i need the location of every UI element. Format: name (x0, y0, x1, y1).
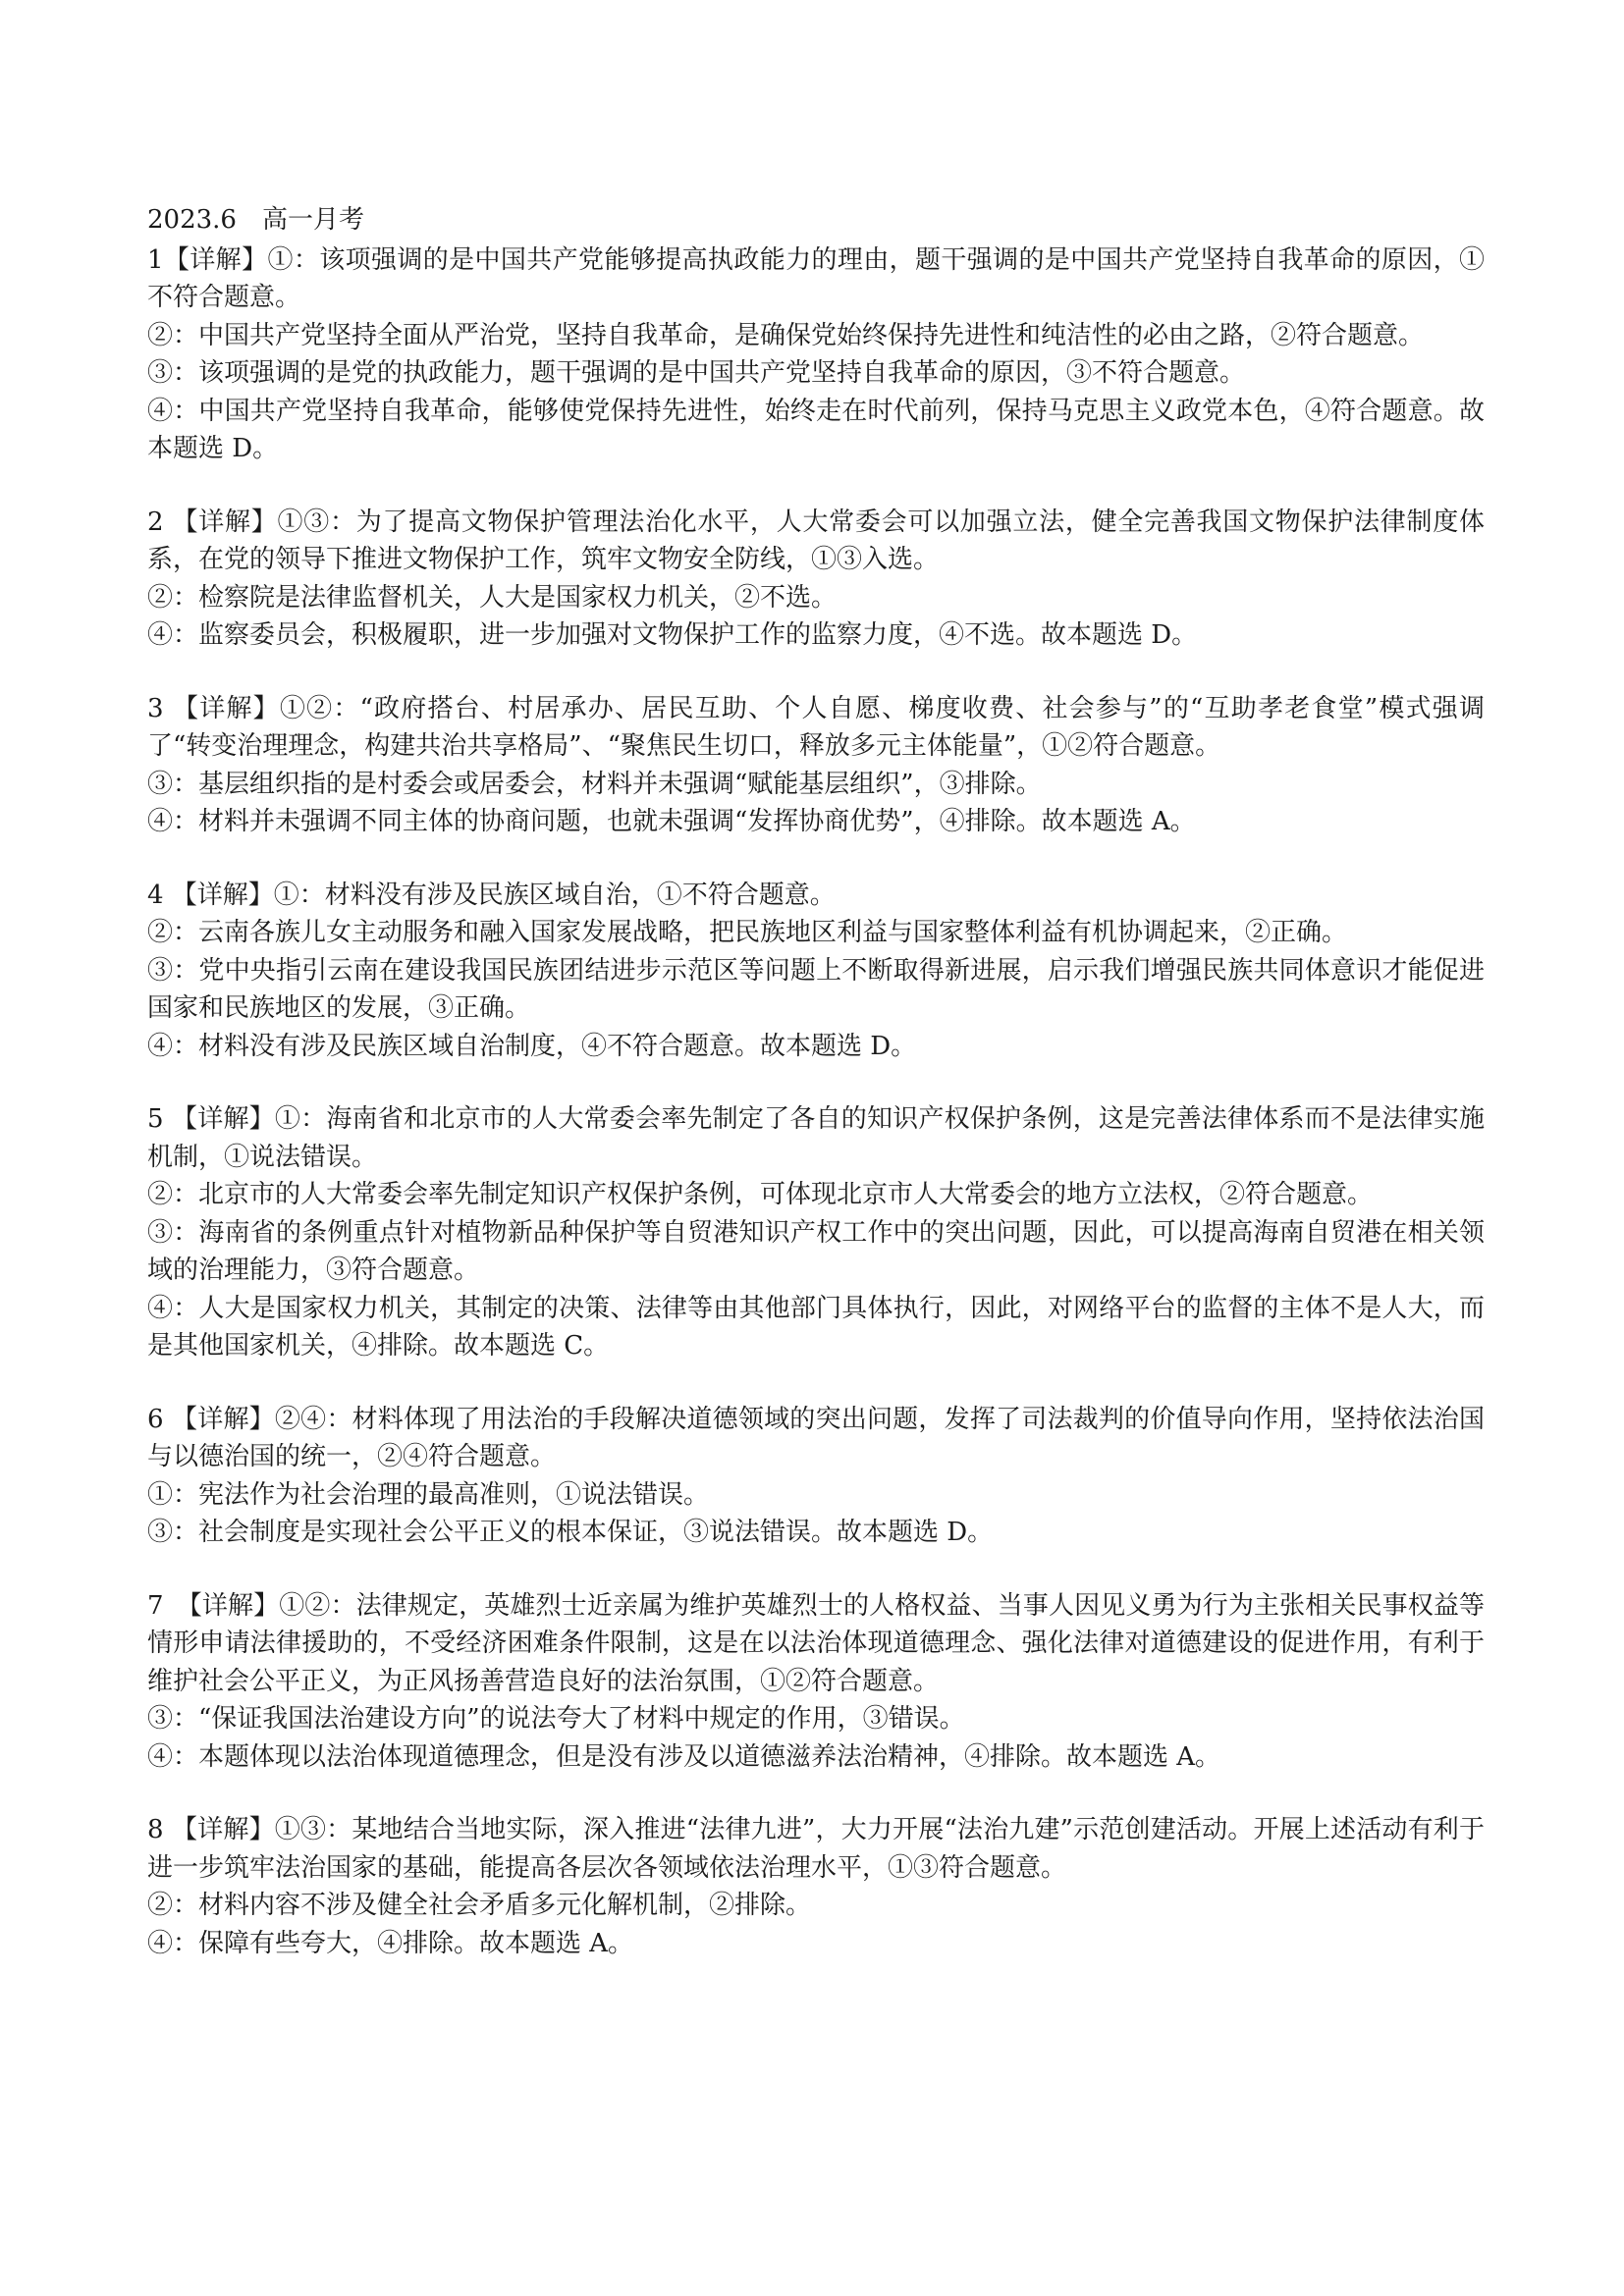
answer-paragraph: ②：中国共产党坚持全面从严治党，坚持自我革命，是确保党始终保持先进性和纯洁性的必由之路，②符合题意。 (147, 320, 1425, 350)
answer-paragraph: ①：宪法作为社会治理的最高准则，①说法错误。 (147, 1479, 710, 1510)
answer-paragraph: ③：海南省的条例重点针对植物新品种保护等自贸港知识产权工作中的突出问题，因此，可以提高海南自贸港在相关领域的治理能力，③符合题意。 (147, 1217, 1485, 1285)
answer-item-3 (147, 690, 1485, 841)
answer-paragraph: 1【详解】①：该项强调的是中国共产党能够提高执政能力的理由，题干强调的是中国共产党坚持自我革命的原因，①不符合题意。 (147, 244, 1485, 312)
answer-paragraph: ④：材料没有涉及民族区域自治制度，④不符合题意。故本题选 D。 (147, 1031, 917, 1061)
answer-item-6 (147, 1401, 1485, 1552)
answer-paragraph: ③：该项强调的是党的执政能力，题干强调的是中国共产党坚持自我革命的原因，③不符合题意。 (147, 358, 1246, 388)
answer-paragraph: 2 【详解】①③：为了提高文物保护管理法治化水平，人大常委会可以加强立法，健全完善我国文物保护法律制度体系，在党的领导下推进文物保护工作，筑牢文物安全防线，①③入选。 (147, 507, 1485, 574)
answer-paragraph: 5 【详解】①：海南省和北京市的人大常委会率先制定了各自的知识产权保护条例，这是完善法律体系而不是法律实施机制，①说法错误。 (147, 1104, 1485, 1172)
answer-list (147, 241, 1485, 1963)
document-header: 2023.6 高一月考 (147, 205, 364, 235)
answer-paragraph: ②：云南各族儿女主动服务和融入国家发展战略，把民族地区利益与国家整体利益有机协调起来，②正确。 (147, 918, 1348, 947)
answer-paragraph: ②：北京市的人大常委会率先制定知识产权保护条例，可体现北京市人大常委会的地方立法权，②符合题意。 (147, 1180, 1374, 1209)
answer-paragraph: ④：本题体现以法治体现道德理念，但是没有涉及以道德滋养法治精神，④排除。故本题选 A。 (147, 1741, 1221, 1772)
answer-document (147, 201, 1485, 1998)
answer-paragraph: 4 【详解】①：材料没有涉及民族区域自治，①不符合题意。 (147, 880, 836, 910)
answer-paragraph: 8 【详解】①③：某地结合当地实际，深入推进“法律九进”，大力开展“法治九建”示范创建活动。开展上述活动有利于进一步筑牢法治国家的基础，能提高各层次各领域依法治理水平，①③符合题意。 (147, 1815, 1485, 1883)
answer-paragraph: ②：材料内容不涉及健全社会矛盾多元化解机制，②排除。 (147, 1891, 812, 1920)
answer-paragraph: ③：党中央指引云南在建设我国民族团结进步示范区等问题上不断取得新进展，启示我们增强民族共同体意识才能促进国家和民族地区的发展，③正确。 (147, 955, 1485, 1023)
answer-item-4 (147, 877, 1485, 1066)
answer-paragraph: ④：监察委员会，积极履职，进一步加强对文物保护工作的监察力度，④不选。故本题选 D。 (147, 620, 1198, 650)
answer-paragraph: ④：保障有些夸大，④排除。故本题选 A。 (147, 1928, 634, 1958)
answer-paragraph: 3 【详解】①②：“政府搭台、村居承办、居民互助、个人自愿、梯度收费、社会参与”的“互助孝老食堂”模式强调了“转变治理理念，构建共治共享格局”、“聚焦民生切口，释放多元主体能量”，①②符合题意。 (147, 693, 1485, 761)
answer-paragraph: ③：基层组织指的是村委会或居委会，材料并未强调“赋能基层组织”，③排除。 (147, 769, 1042, 799)
answer-paragraph: ③：“保证我国法治建设方向”的说法夸大了材料中规定的作用，③错误。 (147, 1704, 965, 1734)
answer-item-5 (147, 1100, 1485, 1365)
answer-item-7 (147, 1587, 1485, 1777)
answer-paragraph: 7 【详解】①②：法律规定，英雄烈士近亲属为维护英雄烈士的人格权益、当事人因见义勇为行为主张相关民事权益等情形申请法律援助的，不受经济困难条件限制，这是在以法治体现道德理念、强化法律对道德建设的促进作用，有利于维护社会公平正义，为正风扬善营造良好的法治氛围，①②符合题意。 (147, 1590, 1485, 1696)
answer-paragraph: ④：中国共产党坚持自我革命，能够使党保持先进性，始终走在时代前列，保持马克思主义政党本色，④符合题意。故本题选 D。 (147, 396, 1485, 463)
answer-paragraph: 6 【详解】②④：材料体现了用法治的手段解决道德领域的突出问题，发挥了司法裁判的价值导向作用，坚持依法治国与以德治国的统一，②④符合题意。 (147, 1404, 1485, 1471)
answer-item-1 (147, 241, 1485, 468)
answer-item-8 (147, 1811, 1485, 1962)
answer-item-2 (147, 504, 1485, 655)
answer-paragraph: ③：社会制度是实现社会公平正义的根本保证，③说法错误。故本题选 D。 (147, 1518, 994, 1547)
answer-paragraph: ②：检察院是法律监督机关，人大是国家权力机关，②不选。 (147, 582, 838, 613)
answer-paragraph: ④：人大是国家权力机关，其制定的决策、法律等由其他部门具体执行，因此，对网络平台的监督的主体不是人大，而是其他国家机关，④排除。故本题选 C。 (147, 1293, 1485, 1361)
answer-paragraph: ④：材料并未强调不同主体的协商问题，也就未强调“发挥协商优势”，④排除。故本题选 A。 (147, 807, 1196, 836)
